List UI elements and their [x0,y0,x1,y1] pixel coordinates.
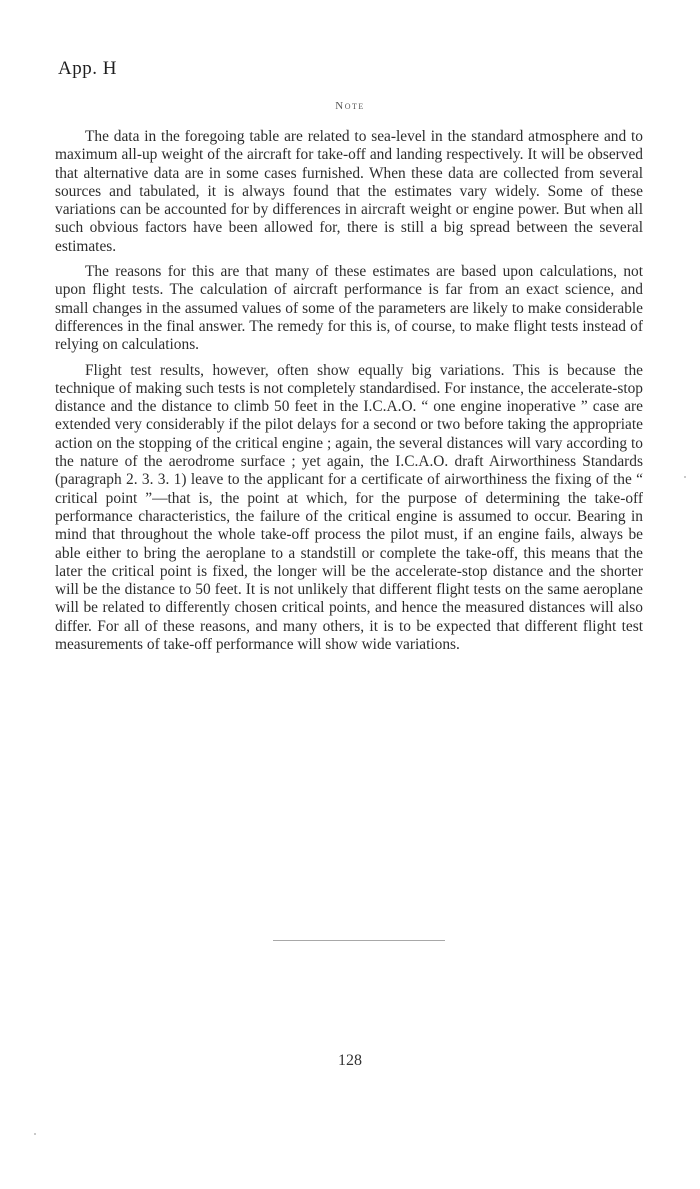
scan-speck [34,1133,36,1135]
paragraph-1: The data in the foregoing table are related to sea-level in the standard atmosphere and to maximum all-up weight of the aircraft for take-off and landing respectively. It will be observed that alternative data are in some cases furnished. When these data are collected from several sources and tabulated, it is always found that the estimates vary widely. Some of these variations can be accounted for by differences in aircraft weight or engine power. But when all such obvious factors have been allowed for, there is still a big spread between the several estimates. [55,128,643,255]
scan-speck [684,476,686,478]
page-number: 128 [338,1052,362,1069]
paragraph-3: Flight test results, however, often show equally big variations. This is because the technique of making such tests is not completely standardised. For instance, the accelerate-stop distance and the distance to climb 50 feet in the I.C.A.O. “ one engine inoperative ” case are extended very considerably if the pilot delays for a second or two before taking the appropriate action on the stopping of the critical engine ; again, the several distances will vary according to the nature of the aerodrome surface ; yet again, the I.C.A.O. draft Airworthiness Standards (paragraph 2. 3. 3. 1) leave to the applicant for a certificate of airworthiness the fixing of the “ critical point ”—that is, the point at which, for the purpose of determining the take-off performance characteristics, the failure of the critical engine is assumed to occur. Bearing in mind that throughout the whole take-off process the pilot must, if an engine fails, always be able either to bring the aeroplane to a standstill or complete the take-off, this means that the later the critical point is fixed, the longer will be the accelerate-stop distance and the shorter will be the distance to 50 feet. It is not unlikely that different flight tests on the same aeroplane will be related to differently chosen critical points, and hence the measured distances will also differ. For all of these reasons, and many others, it is to be expected that different flight test measurements of take-off performance will show wide variations. [55,361,643,654]
section-divider [273,940,445,941]
paragraph-2: The reasons for this are that many of these estimates are based upon calculations, not upon flight tests. The calculation of aircraft performance is far from an exact science, and small changes in the assumed values of some of the parameters are likely to make considerable differences in the final answer. The remedy for this is, of course, to make flight tests instead of relying on calculations. [55,263,643,354]
appendix-header: App. H [58,58,117,79]
section-title: Note [335,100,365,112]
note-body [55,128,643,661]
